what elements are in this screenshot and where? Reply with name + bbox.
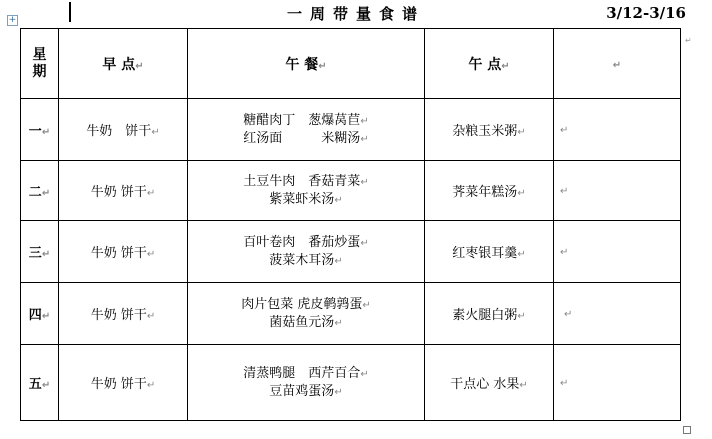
paragraph-mark: ↵ <box>517 188 526 199</box>
extra-cell <box>554 221 681 283</box>
lunch-line1: 清蒸鸭腿 西芹百合 <box>243 365 361 381</box>
extra-cell <box>554 161 681 221</box>
paragraph-mark: ↵ <box>564 309 573 320</box>
day-label: 五 <box>28 377 42 392</box>
paragraph-mark: ↵ <box>334 386 343 398</box>
paragraph-mark: ↵ <box>560 125 569 136</box>
lunch-line2: 菌菇鱼元汤 <box>269 314 335 330</box>
paragraph-mark: ↵ <box>146 311 156 322</box>
lunch-line1: 肉片包菜 虎皮鹌鹑蛋 <box>241 296 363 312</box>
day-cell <box>21 221 59 283</box>
table-header-row <box>21 29 681 99</box>
paragraph-mark: ↵ <box>560 378 569 389</box>
header-day <box>21 29 59 99</box>
day-label: 三 <box>28 246 42 261</box>
day-cell <box>21 99 59 161</box>
snack-text: 荠菜年糕汤 <box>452 185 518 200</box>
paragraph-mark: ↵ <box>360 237 369 249</box>
paragraph-mark: ↵ <box>41 311 51 322</box>
paragraph-mark: ↵ <box>517 127 526 138</box>
lunch-line2: 紫菜虾米汤 <box>269 191 335 207</box>
snack-cell <box>425 161 554 221</box>
lunch-line1: 百叶卷肉 番茄炒蛋 <box>243 234 361 250</box>
breakfast-cell <box>59 283 188 345</box>
breakfast-text: 牛奶 饼干 <box>90 246 147 261</box>
table-resize-handle-icon[interactable] <box>683 426 691 434</box>
header-day-line2: 期 <box>32 63 47 80</box>
paragraph-mark: ↵ <box>360 368 369 380</box>
paragraph-mark: ↵ <box>334 255 343 267</box>
breakfast-text: 牛奶 饼干 <box>90 308 147 323</box>
lunch-line2: 菠菜木耳汤 <box>269 252 335 268</box>
paragraph-mark: ↵ <box>334 194 343 206</box>
lunch-line2: 豆苗鸡蛋汤 <box>269 383 335 399</box>
lunch-line1: 糖醋肉丁 葱爆莴苣 <box>243 112 361 128</box>
header-extra <box>554 29 681 99</box>
lunch-line1: 土豆牛肉 香菇青菜 <box>243 173 361 189</box>
day-cell <box>21 283 59 345</box>
breakfast-cell <box>59 221 188 283</box>
table-row <box>21 283 681 345</box>
header-breakfast-label: 早 点 <box>102 56 136 73</box>
breakfast-text: 牛奶 饼干 <box>86 124 152 139</box>
extra-cell <box>554 283 681 345</box>
table-row <box>21 221 681 283</box>
table-row <box>21 99 681 161</box>
paragraph-mark: ↵ <box>560 186 569 197</box>
table-row <box>21 161 681 221</box>
lunch-cell <box>188 283 425 345</box>
paragraph-mark: ↵ <box>519 380 528 391</box>
snack-cell <box>425 283 554 345</box>
paragraph-mark: ↵ <box>517 311 526 322</box>
paragraph-mark: ↵ <box>41 249 51 260</box>
paragraph-mark: ↵ <box>360 133 369 145</box>
date-range: 3/12-3/16 <box>606 4 686 22</box>
extra-cell <box>554 99 681 161</box>
snack-text: 素火腿白粥 <box>452 308 518 323</box>
snack-cell <box>425 345 554 421</box>
paragraph-mark: ↵ <box>151 127 160 138</box>
snack-text: 红枣银耳羹 <box>452 246 518 261</box>
header-lunch <box>188 29 425 99</box>
paragraph-mark: ↵ <box>685 36 692 45</box>
breakfast-cell <box>59 161 188 221</box>
paragraph-mark: ↵ <box>360 176 369 188</box>
paragraph-mark: ↵ <box>318 60 327 72</box>
breakfast-cell <box>59 345 188 421</box>
weekly-menu-table <box>20 28 681 421</box>
header-day-line1: 星 <box>32 46 47 63</box>
header-lunch-label: 午 餐 <box>285 56 319 73</box>
day-cell <box>21 161 59 221</box>
paragraph-mark: ↵ <box>560 247 569 258</box>
header-breakfast <box>59 29 188 99</box>
day-label: 一 <box>28 124 42 139</box>
paragraph-mark: ↵ <box>334 317 343 329</box>
paragraph-mark: ↵ <box>41 380 51 391</box>
header-snack-label: 午 点 <box>468 56 502 73</box>
paragraph-mark: ↵ <box>41 127 51 138</box>
snack-text: 干点心 水果 <box>450 377 520 392</box>
snack-cell <box>425 99 554 161</box>
paragraph-mark: ↵ <box>501 60 510 72</box>
table-move-handle-icon[interactable]: + <box>8 15 17 25</box>
lunch-cell <box>188 161 425 221</box>
day-label: 二 <box>28 185 42 200</box>
page-title: 一周带量食谱 <box>286 5 425 23</box>
breakfast-text: 牛奶 饼干 <box>90 185 147 200</box>
paragraph-mark: ↵ <box>41 188 51 199</box>
snack-text: 杂粮玉米粥 <box>452 124 518 139</box>
paragraph-mark: ↵ <box>360 115 369 127</box>
table-row <box>21 345 681 421</box>
lunch-cell <box>188 221 425 283</box>
extra-cell <box>554 345 681 421</box>
day-cell <box>21 345 59 421</box>
paragraph-mark: ↵ <box>146 380 156 391</box>
paragraph-mark: ↵ <box>135 60 144 72</box>
paragraph-mark: ↵ <box>362 299 371 311</box>
lunch-cell <box>188 99 425 161</box>
breakfast-cell <box>59 99 188 161</box>
end-of-row-marks <box>685 34 697 434</box>
snack-cell <box>425 221 554 283</box>
lunch-cell <box>188 345 425 421</box>
paragraph-mark: ↵ <box>517 249 526 260</box>
lunch-line2: 红汤面 米糊汤 <box>243 130 361 146</box>
paragraph-mark: ↵ <box>146 249 156 260</box>
paragraph-mark: ↵ <box>612 59 622 71</box>
header-snack <box>425 29 554 99</box>
paragraph-mark: ↵ <box>146 188 156 199</box>
day-label: 四 <box>28 308 42 323</box>
breakfast-text: 牛奶 饼干 <box>90 377 147 392</box>
